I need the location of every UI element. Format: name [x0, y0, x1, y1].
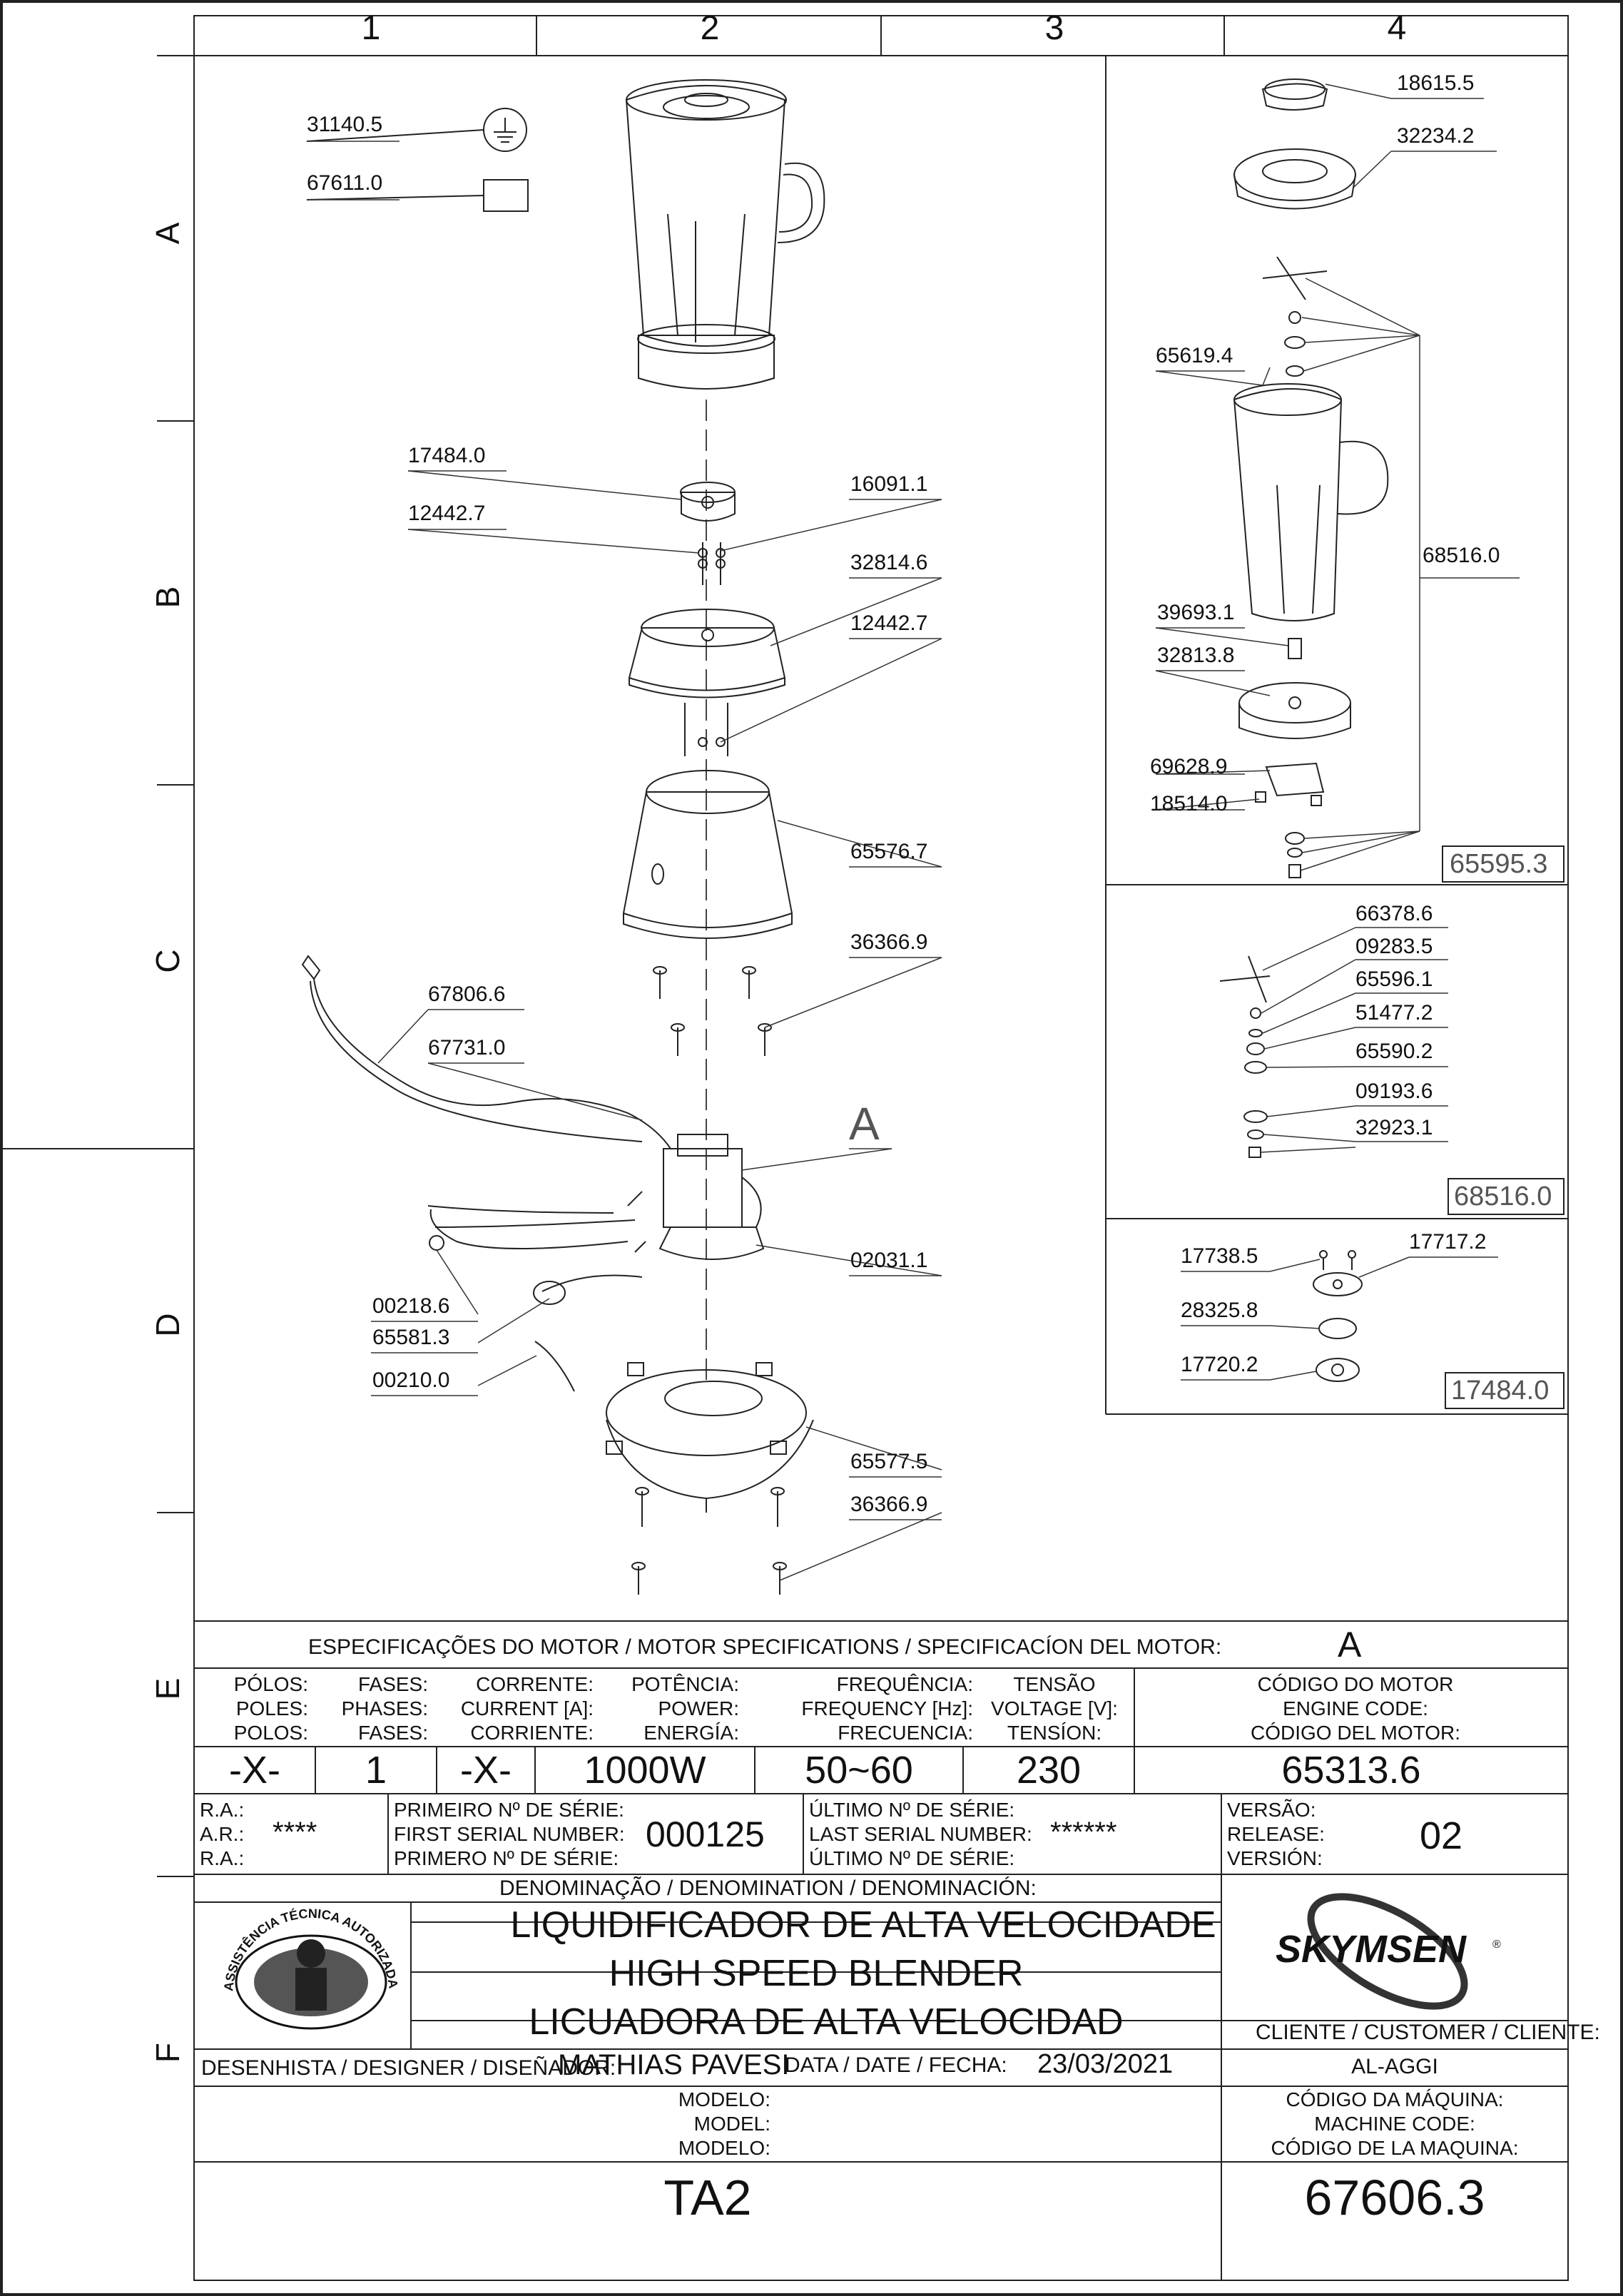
- engine-code-value: 65313.6: [1281, 1749, 1421, 1792]
- part-label: 65596.1: [1355, 967, 1433, 991]
- part-label: 02031.1: [850, 1249, 928, 1272]
- part-label: 65590.2: [1355, 1040, 1433, 1063]
- customer-value: AL-AGGI: [1351, 2055, 1438, 2078]
- motor-spec-ref: A: [1338, 1625, 1362, 1665]
- denomination-es: LICUADORA DE ALTA VELOCIDAD: [529, 2001, 1124, 2043]
- part-label: 68516.0: [1423, 544, 1500, 567]
- voltage-value: 230: [1016, 1749, 1082, 1792]
- customer-label: CLIENTE / CUSTOMER / CLIENTE:: [1256, 2021, 1600, 2044]
- part-label: 18514.0: [1150, 792, 1228, 816]
- motor-reference: A: [849, 1098, 880, 1149]
- part-label: 17720.2: [1181, 1353, 1258, 1376]
- part-label: 17717.2: [1409, 1230, 1487, 1254]
- row-label-d: D: [149, 1313, 186, 1337]
- part-label: 18615.5: [1397, 71, 1475, 95]
- detail-box-id: 65595.3: [1450, 849, 1548, 879]
- date-value: 23/03/2021: [1037, 2049, 1174, 2079]
- model-labels: MODELO: MODEL: MODELO:: [678, 2088, 770, 2159]
- engine-code-label: CÓDIGO DO MOTOR ENGINE CODE: CÓDIGO DEL MOTOR:: [1250, 1673, 1461, 1744]
- part-label: 16091.1: [850, 472, 928, 496]
- part-label: 09193.6: [1355, 1080, 1433, 1103]
- part-label: 09283.5: [1355, 935, 1433, 958]
- release-value: 02: [1420, 1814, 1463, 1857]
- phases-value: 1: [365, 1749, 387, 1792]
- svg-text:ASSISTÊNCIA TÉCNICA AUTORIZADA: ASSISTÊNCIA TÉCNICA AUTORIZADA: [221, 1906, 401, 1992]
- part-label: 31140.5: [307, 113, 383, 136]
- part-label: 66378.6: [1355, 902, 1433, 925]
- part-label: 32814.6: [850, 551, 928, 574]
- part-label: 65576.7: [850, 840, 928, 863]
- col-label-1: 1: [361, 9, 381, 47]
- current-value: -X-: [460, 1749, 512, 1792]
- last-serial-value: ******: [1050, 1817, 1117, 1848]
- part-label: 36366.9: [850, 930, 928, 954]
- part-label: 67731.0: [428, 1036, 506, 1060]
- part-label: 69628.9: [1150, 755, 1228, 778]
- poles-label: PÓLOS: POLES: POLOS:: [233, 1673, 308, 1744]
- machine-code-value: 67606.3: [1304, 2170, 1485, 2225]
- denomination-en: HIGH SPEED BLENDER: [609, 1953, 1024, 1994]
- frequency-value: 50~60: [805, 1749, 913, 1792]
- part-label: 51477.2: [1355, 1001, 1433, 1025]
- part-label: 17484.0: [408, 444, 486, 467]
- svg-text:®: ®: [1492, 1939, 1501, 1951]
- part-label: 67806.6: [428, 982, 506, 1006]
- phases-label: FASES: PHASES: FASES:: [341, 1673, 428, 1744]
- detail-box-id: 68516.0: [1454, 1182, 1552, 1212]
- ra-labels: R.A.: A.R.: R.A.:: [200, 1799, 245, 1869]
- part-label: 12442.7: [408, 502, 486, 525]
- ra-value: ****: [273, 1817, 317, 1848]
- first-serial-labels: PRIMEIRO Nº DE SÉRIE: FIRST SERIAL NUMBER: PRIMERO Nº DE SÉRIE:: [394, 1799, 625, 1869]
- part-label: 67611.0: [307, 171, 383, 195]
- last-serial-labels: ÚLTIMO Nº DE SÉRIE: LAST SERIAL NUMBER: ÚLTIMO Nº DE SÉRIE:: [809, 1799, 1032, 1869]
- part-label: 65581.3: [372, 1326, 450, 1349]
- row-label-e: E: [149, 1677, 186, 1700]
- part-label: 36366.9: [850, 1493, 928, 1516]
- designer-label: DESENHISTA / DESIGNER / DISEÑADOR:: [201, 2056, 616, 2080]
- part-label: 28325.8: [1181, 1299, 1258, 1322]
- part-label: 32234.2: [1397, 124, 1475, 148]
- col-label-3: 3: [1044, 9, 1064, 47]
- row-label-c: C: [149, 949, 186, 973]
- part-label: 00218.6: [372, 1294, 450, 1318]
- model-value: TA2: [663, 2170, 752, 2225]
- skymsen-logo: [1263, 1891, 1520, 2012]
- row-label-a: A: [149, 222, 186, 245]
- authorized-service-stamp: [211, 1904, 411, 2046]
- part-label: 39693.1: [1157, 601, 1235, 624]
- denomination-pt: LIQUIDIFICADOR DE ALTA VELOCIDADE: [510, 1904, 1216, 1946]
- voltage-label: TENSÃO VOLTAGE [V]: TENSÍON:: [991, 1673, 1118, 1744]
- poles-value: -X-: [229, 1749, 280, 1792]
- row-label-b: B: [149, 586, 186, 609]
- designer-value: MATHIAS PAVESI: [558, 2049, 790, 2081]
- current-label: CORRENTE: CURRENT [A]: CORRIENTE:: [460, 1673, 594, 1744]
- part-label: 17738.5: [1181, 1244, 1258, 1268]
- row-label-f: F: [149, 2042, 186, 2063]
- frequency-label: FREQUÊNCIA: FREQUENCY [Hz]: FRECUENCIA:: [801, 1673, 973, 1744]
- part-label: 65577.5: [850, 1450, 928, 1473]
- power-value: 1000W: [584, 1749, 706, 1792]
- col-label-2: 2: [700, 9, 720, 47]
- part-label: 32813.8: [1157, 644, 1235, 667]
- detail-box-id: 17484.0: [1451, 1376, 1550, 1406]
- release-labels: VERSÃO: RELEASE: VERSIÓN:: [1227, 1799, 1325, 1869]
- denomination-header: DENOMINAÇÃO / DENOMINATION / DENOMINACIÓN:: [499, 1876, 1037, 1900]
- motor-spec-header: ESPECIFICAÇÕES DO MOTOR / MOTOR SPECIFICATIONS / SPECIFICACÍON DEL MOTOR:: [308, 1635, 1222, 1659]
- svg-text:SKYMSEN: SKYMSEN: [1276, 1928, 1467, 1971]
- date-label: DATA / DATE / FECHA:: [785, 2053, 1007, 2077]
- power-label: POTÊNCIA: POWER: ENERGÍA:: [631, 1673, 739, 1744]
- machine-code-labels: CÓDIGO DA MÁQUINA: MACHINE CODE: CÓDIGO DE LA MAQUINA:: [1271, 2088, 1519, 2159]
- part-label: 12442.7: [850, 611, 928, 635]
- col-label-4: 4: [1387, 9, 1407, 47]
- first-serial-value: 000125: [646, 1814, 765, 1854]
- part-label: 00210.0: [372, 1368, 450, 1392]
- part-label: 65619.4: [1156, 344, 1233, 367]
- part-label: 32923.1: [1355, 1116, 1433, 1139]
